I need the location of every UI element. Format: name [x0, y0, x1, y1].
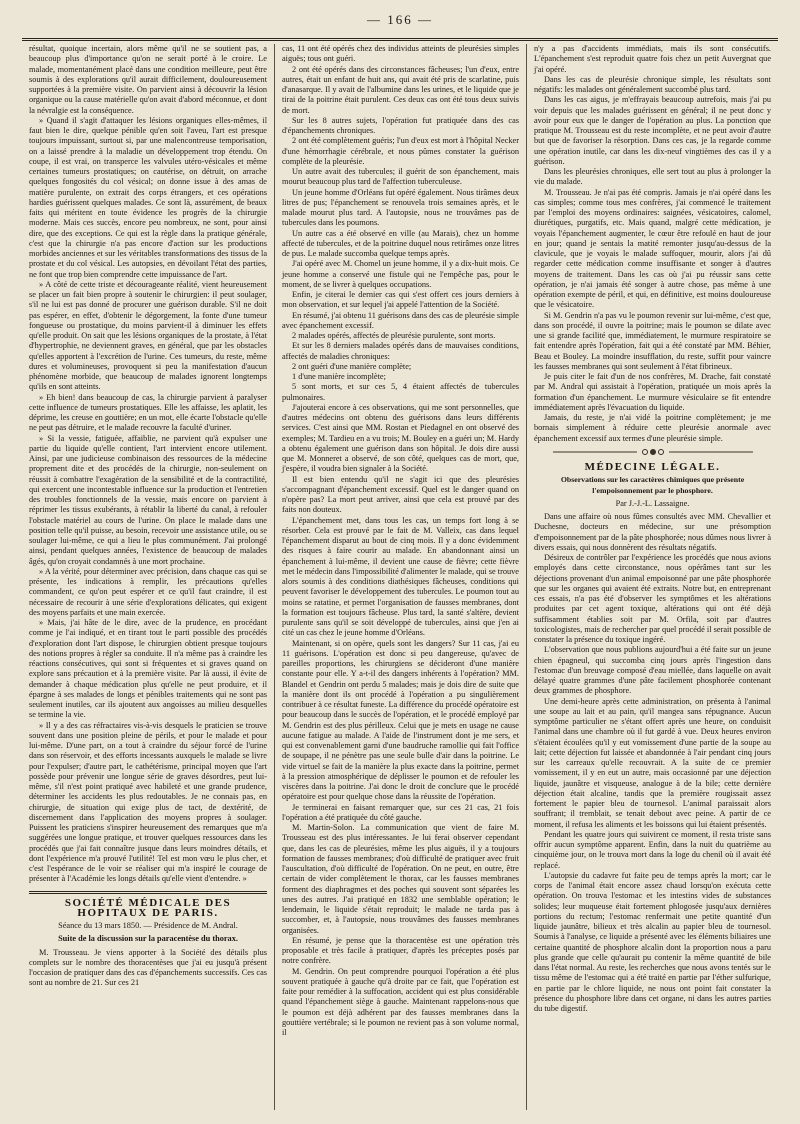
paragraph: Dans les pleurésies chroniques, elle sert tout au plus à prolonger la vie du malade.: [534, 167, 771, 187]
paragraph: 2 ont été opérés dans des circonstances fâcheuses; l'un d'eux, entre autres, était un enfant de huit ans, qui avait été pris de scarlatine, puis d'anasarque. Il y avait de l'albumine dans les urines, et le liquide que je tirai de la poitrine était purulent. Ces deux cas ont été tous deux suivis de mort.: [282, 64, 519, 115]
discussion-subhead: Suite de la discussion sur la paracentèse du thorax.: [58, 934, 238, 944]
paragraph: J'ajouterai encore à ces observations, qui me sont personnelles, que d'autres médecins ont obtenu des guérisons dans leurs différents services. C'est ainsi que MM. Rostan et Piedagnel en ont observé des exemples; M. Tardieu en a vu trois; M. Bouley en a guéri un; M. Hardy a obtenu également une guérison dans son hôpital. Je dois dire aussi que M. Monneret a observé, de son côté, quelques cas de mort, que, j'espère, il voudra bien signaler à la Société.: [282, 402, 519, 474]
paragraph: Pendant les quatre jours qui suivirent ce moment, il resta triste sans offrir aucun symptôme apparent. Enfin, dans la nuit du quatrième au cinquième jour, on le trouva mort dans la loge du chenil où il avait été replacé.: [534, 829, 771, 870]
paragraph: M. Trousseau. Je viens apporter à la Société des détails plus complets sur le nombre des thoracentèses que j'ai eu jusqu'à présent l'occasion de pratiquer dans des cas d'épanchements successifs. Ces cas sont au nombre de 21. Sur ces 21: [29, 947, 267, 988]
paragraph: Désireux de contrôler par l'expérience les procédés que nous avions employés dans cette circonstance, nous opérâmes tant sur les déjections provenant d'un animal empoisonné par une pâte phosphorée que sur les organes qui avaient été extraits. Notre but, en entreprenant ces essais, n'a pas été d'observer les symptômes et les altérations produites par cet agent toxique, altérations qui ont été déjà suffisamment établies soit par M. Orfila, soit par d'autres toxicologistes, mais de rechercher par quel procédé il serait possible de constater la présence du toxique ingéré.: [534, 553, 771, 644]
paragraph: Je puis citer le fait d'un de nos confrères, M. Drache, fait constaté par M. Andral qui assistait à l'opération, pratiquée un mois après la formation d'un épanchement. Le murmure vésiculaire se fit entendre immédiatement après l'évacuation du liquide.: [534, 372, 771, 412]
paragraph: En résumé, j'ai obtenu 11 guérisons dans des cas de pleurésie simple avec épanchement excessif.: [282, 310, 519, 330]
ornament-divider-icon: [553, 448, 753, 456]
page-number: — 166 —: [367, 12, 433, 27]
paragraph: Dans les cas de pleurésie chronique simple, les résultats sont négatifs: les malades ont généralement succombé plus tard.: [534, 74, 771, 94]
paragraph: J'ai opéré avec M. Chomel un jeune homme, il y a dix-huit mois. Ce jeune homme a conservé une fistule qui ne l'empêche pas, pour le moment, de se livrer à quelques occupations.: [282, 259, 519, 289]
paragraph: Enfin, je citerai le dernier cas qui s'est offert ces jours derniers à mon observation, et sur lequel j'ai appelé l'attention de la Société.: [282, 290, 519, 310]
paragraph: 2 ont été complètement guéris; l'un d'eux est mort à l'hôpital Necker d'une hémorrhagie cérébrale, et nous pûmes constater la guérison complète de la pleurésie.: [282, 136, 519, 166]
paragraph: L'épanchement met, dans tous les cas, un temps fort long à se résorber. Cela est prouvé par le fait de M. Valleix, cas dans lequel l'épanchement disparut au bout de cinq mois. Il y a donc évidemment des risques à faire courir au malade. En abandonnant ainsi un épanchement à lui-même, il devient une cause de fièvre; cette fièvre met le médecin dans l'impossibilité d'alimenter le malade, qui se trouve alors soumis à des conditions diathésiques fâcheuses, conditions qui peuvent favoriser le développement des tubercules. Le poumon tout au moins se ratatine, et permet l'organisation de fausses membranes, dont la formation est toujours fâcheuse. Plus tard, la santé s'altère, devient purulente sans qu'il se soit développé de tubercules, ainsi que j'en ai cité un cas chez le jeune homme d'Orléans.: [282, 515, 519, 638]
column-right: [526, 44, 778, 1110]
paragraph: cas, 11 ont été opérés chez des individus atteints de pleurésies simples aiguës; tous ont guéri.: [282, 44, 519, 64]
paragraph: résultat, quoique incertain, alors même qu'il ne se soutient pas, a beaucoup plus d'importance qu'on ne serait porté à le croire. Le malade, momentanément placé dans une condition meilleure, peut être soumis à des explorations qu'il aurait difficilement, douloureusement supportées à la première visite. On parvient ainsi à découvrir la lésion organique ou la cause matérielle qu'on avait d'abord méconnue, et dont la névralgie est la conséquence.: [29, 44, 267, 115]
three-column-body: [22, 44, 778, 1110]
paragraph: Et sur les 8 derniers malades opérés dans de mauvaises conditions, affectés de maladies chroniques:: [282, 341, 519, 361]
paragraph: Un jeune homme d'Orléans fut opéré également. Nous tirâmes deux litres de pus; l'épanchement se renouvela trois semaines après, et le malade mourut plus tard. A l'autopsie, nous ne trouvâmes pas de tubercules dans les poumons.: [282, 187, 519, 228]
session-line: Séance du 13 mars 1850. — Présidence de M. Andral.: [58, 921, 238, 930]
paragraph: Une demi-heure après cette administration, on présenta à l'animal une soupe au lait et au pain, qu'il mangea sans répugnance. Aucun symptôme particulier ne s'étant offert après une heure, on conduisit l'animal dans une chambre où il fut gardé à vue. Deux heures environ s'étaient écoulées qu'il y eut vomissement d'une partie de la soupe au lait; cette déjection fut laissée et abandonnée à l'air pendant cinq jours sur les carreaux qu'elle recouvrait. A la suite de ce premier vomissement, il y en eut un autre, mais occasionné par une déjection liquide, jaunâtre et visqueuse, analogue à de la bile; cette dernière déjection était alcaline, tandis que la première rougissait assez fortement le papier bleu de tournesol. L'animal paraissait alors souffrant; il tremblait, se tenait debout avec peine. A partir de ce moment, il refusa les aliments et les boissons qui lui étaient présentés.: [534, 696, 771, 829]
section-divider: [29, 891, 267, 894]
paragraph: En résumé, je pense que la thoracentèse est une opération très proposable et très facile à pratiquer, d'après les préceptes posés par notre confrère.: [282, 935, 519, 966]
column-left: [22, 44, 274, 1110]
author-line: Par J.-J.-L. Lassaigne.: [615, 498, 690, 508]
paragraph: » A côté de cette triste et décourageante réalité, vient heureusement se placer un fait bien propre à soutenir le chirurgien: il peut soulager, s'il ne lui est pas donné de procurer une guérison durable. S'il ne doit pas espérer, en effet, d'obtenir le dégorgement, la fonte d'une tumeur fongueuse ou prostatique, du moins parvient-il à diminuer les effets qu'elle produit. On sait que les lésions organiques de la prostate, à l'état d'hypertrophie, ne deviennent graves, en général, que par les obstacles qu'elles apportent à l'excrétion de l'urine. Ces tumeurs, du reste, même dures et volumineuses, provoquent si peu la manifestation d'aucun phénomène morbide, que beaucoup de malades ignorent longtemps qu'ils en sont atteints.: [29, 279, 267, 392]
paragraph: 2 malades opérés, affectés de pleurésie purulente, sont morts.: [292, 331, 496, 340]
article-subtitle: Observations sur les caractères chimiques que présente l'empoisonnement par le phosphore.: [560, 475, 745, 495]
paragraph: Un autre avait des tubercules; il guérit de son épanchement, mais mourut beaucoup plus tard de l'affection tuberculeuse.: [282, 167, 519, 187]
paragraph: Un autre cas a été observé en ville (au Marais), chez un homme affecté de tubercules, et de la poitrine duquel nous retirâmes onze litres de pus. Le malade succomba quelque temps après.: [282, 228, 519, 258]
paragraph: Dans une affaire où nous fûmes consultés avec MM. Chevallier et Duchesne, docteurs en médecine, sur une présomption d'empoisonnement par de la pâte phosphorée; nous dûmes nous livrer à divers essais, qui nous donnèrent des résultats négatifs.: [534, 512, 771, 552]
paragraph: » Mais, j'ai hâte de le dire, avec de la prudence, en procédant comme je l'ai indiqué, et en tirant tout le parti possible des procédés d'exploration dont l'art dispose, le chirurgien obtient presque toujours des notions propres à régler sa conduite. Il n'a même pas à craindre les réactions consécutives, qui sont si fréquentes et si graves quand on explore sans précaution et à la première visite. Par là aussi, il évite de demander à chaque médication plus qu'elle ne peut produire, et il épargne à ses malades de longs et pénibles traitements qui ne sont pas seulement inutiles, car ils ajoutent aux angoisses au milieu desquelles se termine la vie.: [29, 618, 267, 720]
paragraph: 1 d'une manière incomplète;: [292, 372, 386, 381]
paragraph: Il est bien entendu qu'il ne s'agit ici que des pleurésies s'accompagnant d'épanchement excessif. Quel est le danger quand on n'opère pas? La mort peut arriver, ainsi que cela est prouvé par des faits non douteux.: [282, 474, 519, 515]
paragraph: » A la vérité, pour déterminer avec précision, dans chaque cas qui se présente, les indications à remplir, les précautions qu'elles commandent, ce qu'on peut espérer et ce qu'il faut craindre, il est nécessaire de recourir à une série d'explorations délicates, qui exigent des moyens parfaits et une main exercée.: [29, 566, 267, 617]
paragraph: Dans les cas aigus, je m'effrayais beaucoup autrefois, mais j'ai pu voir depuis que les malades guérissent en général; il ne peut donc y avoir pour eux que le danger de l'opération au plus. La ponction que pratique M. Trousseau est du reste incomplète, et ne peut avoir d'autre but que de favoriser la résorption. Dans ces cas, je la regarde comme une opération inutile, car dans les dix-neuf vingtièmes des cas il y a guérison.: [534, 95, 771, 166]
paragraph: L'observation que nous publions aujourd'hui a été faite sur un jeune chien épagneul, qui succomba cinq jours après l'ingestion dans l'estomac d'un breuvage composé d'eau miellée, dans laquelle on avait délayé quatre grammes d'une pâte facilement phosphorée contenant deux grammes de phosphore.: [534, 645, 771, 696]
paragraph: Je terminerai en faisant remarquer que, sur ces 21 cas, 21 fois l'opération a été pratiquée du côté gauche.: [282, 802, 519, 822]
column-middle: [274, 44, 526, 1110]
paragraph: Jamais, du reste, je n'ai vidé la poitrine complètement; je me bornais simplement à réduire cette pleurésie anormale avec épanchement excessif aux termes d'une pleurésie simple.: [534, 413, 771, 443]
paragraph: Maintenant, si on opère, quels sont les dangers? Sur 11 cas, j'ai eu 11 guérisons. L'opération est donc si peu dangereuse, qu'avec de pareilles proportions, les chirurgiens se décideront d'une manière constante pour elle. Y a-t-il des dangers inhérents à l'opération? MM. Blandel et Gendrin ont perdu 5 malades; mais je dois dire de suite que la manière dont ils ont procédé à l'opération a pu singulièrement contribuer à ce résultat funeste. La différence du procédé opératoire est pour beaucoup dans le succès de l'opération, et le procédé employé par M. Gendrin est des plus périlleux. Celui que je mets en usage ne cause aucune fatigue au malade. A l'aide de l'instrument dont je me sers, et qui est convenablement garni d'une baudruche ramollie qui fait l'office de soupape, il ne pénètre pas une seule bulle d'air dans la poitrine. Le vide virtuel se fait de la manière la plus exacte dans la poitrine, permet à la pression atmosphérique de déplisser le poumon et de refouler les viscères dans la poitrine. J'ai donc le droit de conclure que le procédé opératoire est pour quelque chose dans la réussite de l'opération.: [282, 638, 519, 802]
ornament-divider: [534, 448, 771, 459]
paragraph: M. Gendrin. On peut comprendre pourquoi l'opération a été plus souvent pratiquée à gauche qu'à droite par ce fait, que l'opération est faite pour remédier à la suffocation, accident qui est plus considérable quand l'épanchement siège à gauche. Maintenant rappelons-nous que le poumon est déjà adhérent par des fausses membranes dans la gouttière vertébrale; si le poumon ne revient pas à son volume normal, il: [282, 966, 519, 1037]
paragraph: M. Martin-Solon. La communication que vient de faire M. Trousseau est des plus intéressantes. Je lui ferai observer cependant que, dans les cas de pleurésies, même les plus aiguës, il y a toujours formation de fausses membranes; d'où difficulté de pratiquer avec fruit l'auscultation, d'où difficulté de l'opération. On ne peut, en outre, être certain de vider complètement le thorax, car les fausses membranes forment des diaphragmes et des poches qui souvent sont séparées les unes des autres. J'ai pratiqué en 1832 une semblable opération; le lendemain, le liquide s'était reproduit; le malade ne tarda pas à succomber, et, à l'autopsie, nous trouvâmes des fausses membranes organisées.: [282, 823, 519, 935]
paragraph: 5 sont morts, et sur ces 5, 4 étaient affectés de tubercules pulmonaires.: [282, 382, 519, 402]
paragraph: » Il y a des cas réfractaires vis-à-vis desquels le praticien se trouve souvent dans une position pleine de périls, et pour le malade et pour lui-même. D'une part, on a tout à craindre du séjour forcé de l'urine dans son réservoir, et des efforts incessants auxquels le malade se livre pour l'expulser; d'autre part, le cathétérisme, principal moyen que l'art possède pour prévenir une longue série de graves désordres, peut lui-même, s'il n'est point pratiqué avec habileté et une grande prudence, déterminer les accidents les plus redoutables. Je ne connais pas, en chirurgie, de situation qui exige plus de tact, de dextérité, de discernement dans l'application des moyens propres à soulager. Puissent les praticiens s'inspirer heureusement des remarques que m'a suggérées une longue pratique, et trouver quelques ressources dans les procédés que j'ai fait connaître jusque dans leurs moindres détails, et dont l'expérience m'a prouvé l'utilité! Tel est mon vœu le plus cher, et c'est l'espérance de le voir se réaliser qui m'a inspiré le courage de présenter à l'Académie les longs détails qu'elle vient d'entendre. »: [29, 720, 267, 884]
paragraph: » Eh bien! dans beaucoup de cas, la chirurgie parvient à paralyser cette influence de tumeurs prostatiques. Elle les affaisse, les aplatit, les déprime, les creuse en gouttière; en un mot, elle écarte l'obstacle qu'elle ne peut pas détruire, et le malade recouvre la faculté d'uriner.: [29, 392, 267, 433]
paragraph: L'autopsie du cadavre fut faite peu de temps après la mort; car le corps de l'animal était encore assez chaud lorsqu'on exécuta cette opération. On trouva l'estomac et les intestins vides de substances solides; leur muqueuse était fortement phlogosée jusqu'aux dernières portions du rectum; l'estomac renfermait une petite quantité d'un liquide jaunâtre, bilieux et très alcalin au papier bleu de tournesol. Soumis à l'analyse, ce liquide a présenté avec les éléments biliaires une certaine quantité de phosphore alcalin dont la proportion nous a paru plus grande que celle qu'aurait pu contenir la même quantité de bile dans l'état normal. Au reste, les recherches que nous avons tentés sur le tissu même de l'estomac qui a été traité en partie par l'éther sulfurique, en partie par le chlore liquide, ne nous ont point fait constater la présence du phosphore libre dans cet organe, ni dans les autres parties du tube digestif.: [534, 870, 771, 1013]
section-title: SOCIÉTÉ MÉDICALE DES HOPITAUX DE PARIS.: [64, 896, 232, 919]
paragraph: » Si la vessie, fatiguée, affaiblie, ne parvient qu'à expulser une partie du liquide qu'elle contient, l'art intervient encore utilement. Ainsi, par une judicieuse combinaison des ressources de la médecine proprement dite et des procédés de la chirurgie, non-seulement on réussit à combattre l'exagération de la sensibilité et de la contractilité, qui exercent une incontestable influence sur la production et l'entretien des troubles fonctionnels de la vessie, mais encore on parvient à réprimer les tissus exubérants, à rétablir la liberté du canal, à refouler l'obstacle matériel au cours de l'urine. On place le malade dans une position telle qu'il puisse, au besoin, recevoir une assistance utile, ou se soulager lui-même, ce qui a lieu le plus communément. J'ai prolongé ainsi, pendant quelques années, l'existence de beaucoup de malades âgés, qu'on croyait condamnés à une mort prochaine.: [29, 433, 267, 566]
page-header: [22, 4, 778, 41]
paragraph: Si M. Gendrin n'a pas vu le poumon revenir sur lui-même, c'est que, dans son procédé, il ouvre la poitrine; mais le poumon se dilate avec une si grande facilité que, immédiatement, le murmure respiratoire se fait entendre après l'opération, fait qui a été constaté par MM. Béhier, Beau et Bouley. La moindre insufflation, du reste, suffit pour vaincre les fausses membranes qui sont seulement à l'état fibrineux.: [534, 310, 771, 371]
paragraph: n'y a pas d'accidents immédiats, mais ils sont consécutifs. L'épanchement s'est reproduit quatre fois chez un petit Auvergnat que j'ai opéré.: [534, 44, 771, 74]
paragraph: M. Trousseau. Je n'ai pas été compris. Jamais je n'ai opéré dans les cas simples; comme tous mes confrères, j'ai commencé le traitement par l'emploi des moyens ordinaires: saignées, vésicatoires, calomel, diurétiques, purgatifs, etc. Mais quand, malgré cette médication, je voyais l'épanchement augmenter, le cœur être refoulé en haut de jour en jour; quand je sentais la matité remonter jusqu'au-dessus de la clavicule, que je voyais le malade suffoquer, mourir, alors j'ai dû regarder cette médication comme insuffisante et songer à d'autres moyens de traitement. Dans les cas où j'ai pu réussir sans cette opération, je n'ai jamais été songer à autre chose, pas même à une opération exempte de péril, et qui, en définitive, est moins douloureuse que le vésicatoire.: [534, 187, 771, 310]
section-title: MÉDECINE LÉGALE.: [584, 461, 721, 473]
paragraph: 2 ont guéri d'une manière complète;: [292, 361, 412, 371]
paragraph: » Quand il s'agit d'attaquer les lésions organiques elles-mêmes, il faut bien le dire, quelque pénible qu'en soit l'aveu, l'art est presque toujours impuissant, surtout si, par une malencontreuse temporisation, on a laissé prendre à la maladie un développement trop étendu. On coupe, il est vrai, on transperce les valvules utéro-vésicales et même certaines tumeurs prostatiques; on cautérise, on détruit, on arrache quelques fongosités du col vésical; on donne issue à des amas de matière purulente, on extrait des corps étrangers, et ces opérations hardies guérissent quelques malades. Ce sont là, assurément, de beaux faits qui méritent en toute évidence les progrès de la chirurgie moderne. Mais ces succès, encore peu nombreux, ne sont, pour ainsi dire, que des exceptions. Ce qui est la règle dans la pratique générale, c'est que la chirurgie n'a pas encore d'action sur les productions morbides anciennes et sur les véritables transformations des tissus de la prostate et du col vésical. Les autopsies, en dévoilant l'état des parties, ne font que trop bien comprendre cette impuissance de l'art.: [29, 115, 267, 279]
paragraph: Sur les 8 autres sujets, l'opération fut pratiquée dans des cas d'épanchements chroniques.: [282, 115, 519, 135]
